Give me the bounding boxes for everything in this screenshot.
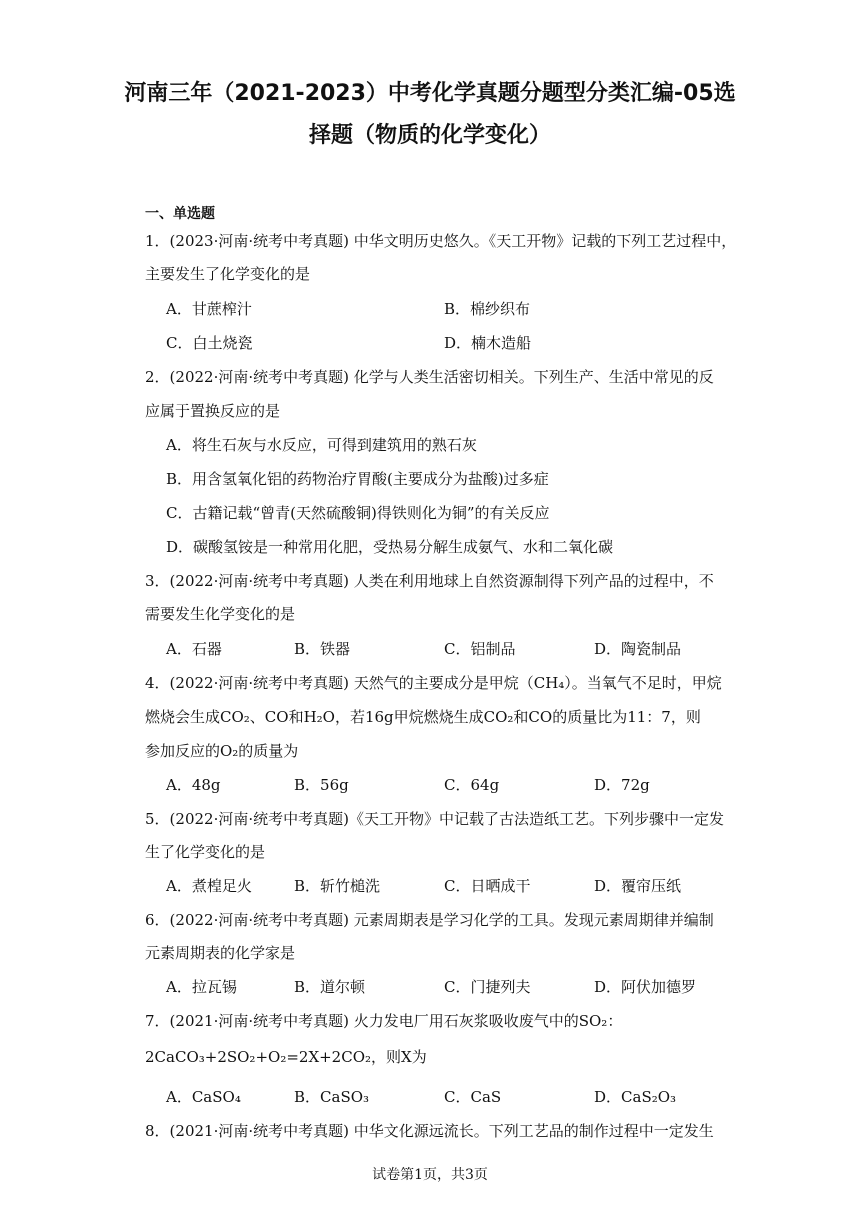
question-6-line-1: 6．(2022·河南·统考中考真题) 元素周期表是学习化学的工具。发现元素周期律并编制 [145, 911, 714, 929]
question-1-option-a: A．甘蔗榨汁 [166, 300, 252, 318]
question-7-option-d: D．CaS₂O₃ [594, 1088, 677, 1106]
question-7-equation: 2CaCO₃+2SO₂+O₂=2X+2CO₂，则X为 [145, 1048, 427, 1066]
question-3-option-a: A．石器 [166, 640, 222, 658]
question-5-option-b: B．斩竹槌洗 [294, 877, 381, 895]
question-5-line-1: 5．(2022·河南·统考中考真题)《天工开物》中记载了古法造纸工艺。下列步骤中一定发 [145, 810, 724, 828]
question-2-option-a: A．将生石灰与水反应，可得到建筑用的熟石灰 [166, 436, 477, 454]
question-4-option-c: C．64g [444, 776, 500, 794]
question-7-line-1: 7．(2021·河南·统考中考真题) 火力发电厂用石灰浆吸收废气中的SO₂： [145, 1012, 623, 1030]
question-7-option-c: C．CaS [444, 1088, 502, 1106]
question-1-option-b: B．棉纱织布 [444, 300, 531, 318]
question-6-option-b: B．道尔顿 [294, 978, 366, 996]
question-8-line-1: 8．(2021·河南·统考中考真题) 中华文化源远流长。下列工艺品的制作过程中一定发生 [145, 1122, 714, 1140]
page-footer: 试卷第1页，共3页 [372, 1167, 488, 1183]
question-2-option-c: C．古籍记载“曾青(天然硫酸铜)得铁则化为铜”的有关反应 [166, 504, 550, 522]
question-2-line-2: 应属于置换反应的是 [145, 402, 281, 420]
question-5-option-d: D．覆帘压纸 [594, 877, 682, 895]
question-6-line-2: 元素周期表的化学家是 [145, 944, 296, 962]
section-heading: 一、单选题 [145, 206, 215, 222]
question-6-option-a: A．拉瓦锡 [166, 978, 237, 996]
question-3-line-2: 需要发生化学变化的是 [145, 605, 296, 623]
question-4-line-3: 参加反应的O₂的质量为 [145, 742, 299, 760]
question-3-option-b: B．铁器 [294, 640, 351, 658]
question-2-option-b: B．用含氢氧化铝的药物治疗胃酸(主要成分为盐酸)过多症 [166, 470, 549, 488]
question-1-option-d: D．楠木造船 [444, 334, 532, 352]
question-7-option-b: B．CaSO₃ [294, 1088, 370, 1106]
question-1-line-1: 1．(2023·河南·统考中考真题) 中华文明历史悠久。《天工开物》记载的下列工艺过程中， [145, 232, 737, 250]
question-7-option-a: A．CaSO₄ [166, 1088, 241, 1106]
question-5-option-a: A．煮楻足火 [166, 877, 252, 895]
document-title-line-2: 择题（物质的化学变化） [308, 123, 551, 148]
question-4-option-a: A．48g [166, 776, 221, 794]
question-2-line-1: 2．(2022·河南·统考中考真题) 化学与人类生活密切相关。下列生产、生活中常见的反 [145, 368, 714, 386]
question-4-line-1: 4．(2022·河南·统考中考真题) 天然气的主要成分是甲烷（CH₄）。当氧气不足时，甲烷 [145, 674, 722, 692]
question-4-option-b: B．56g [294, 776, 349, 794]
question-4-option-d: D．72g [594, 776, 650, 794]
question-1-option-c: C．白土烧瓷 [166, 334, 253, 352]
question-2-option-d: D．碳酸氢铵是一种常用化肥，受热易分解生成氨气、水和二氧化碳 [166, 538, 614, 556]
question-5-line-2: 生了化学变化的是 [145, 843, 266, 861]
question-1-line-2: 主要发生了化学变化的是 [145, 265, 311, 283]
question-3-line-1: 3．(2022·河南·统考中考真题) 人类在利用地球上自然资源制得下列产品的过程中，不 [145, 572, 714, 590]
question-6-option-d: D．阿伏加德罗 [594, 978, 697, 996]
question-6-option-c: C．门捷列夫 [444, 978, 531, 996]
question-3-option-c: C．铝制品 [444, 640, 516, 658]
document-title-line-1: 河南三年（2021-2023）中考化学真题分题型分类汇编-05选 [124, 81, 736, 106]
question-4-line-2: 燃烧会生成CO₂、CO和H₂O，若16g甲烷燃烧生成CO₂和CO的质量比为11：7，则 [145, 708, 701, 726]
question-5-option-c: C．日晒成干 [444, 877, 531, 895]
question-3-option-d: D．陶瓷制品 [594, 640, 682, 658]
